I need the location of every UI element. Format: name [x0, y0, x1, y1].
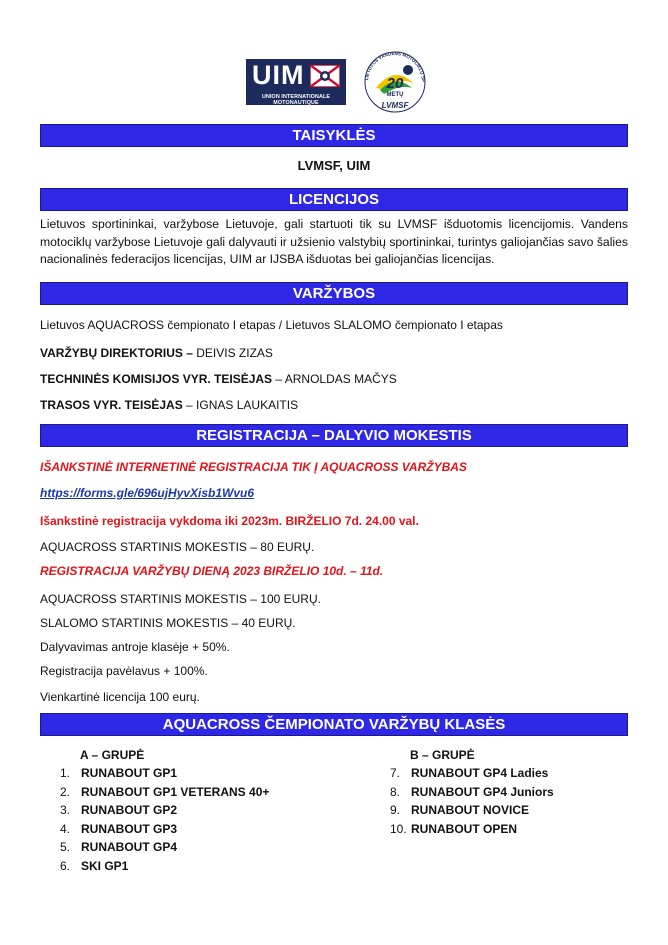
- uim-logo-text: UIM: [252, 60, 305, 90]
- second-class-fee: Dalyvavimas antroje klasėje + 50%.: [40, 640, 230, 654]
- svg-text:METŲ: METŲ: [386, 92, 404, 98]
- tech-judge-label: TECHNINĖS KOMISIJOS VYR. TEISĖJAS: [40, 372, 273, 386]
- rules-text: LVMSF, UIM: [297, 158, 371, 173]
- director-line: [40, 346, 628, 360]
- svg-text:LVMSF: LVMSF: [381, 101, 409, 110]
- list-item: 2. RUNABOUT GP1 VETERANS 40+: [60, 784, 270, 799]
- director-label: VARŽYBŲ DIREKTORIUS –: [40, 346, 193, 360]
- section-banner-classes: AQUACROSS ČEMPIONATO VARŽYBŲ KLASĖS: [40, 713, 628, 736]
- group-b-list: [390, 764, 554, 838]
- group-a-list: [60, 764, 269, 875]
- section-banner-competition: VARŽYBOS: [40, 282, 628, 305]
- late-registration-fee: Registracija pavėlavus + 100%.: [40, 664, 208, 678]
- list-item: 5. RUNABOUT GP4: [60, 840, 178, 854]
- list-item: 1. RUNABOUT GP1: [60, 766, 178, 780]
- list-item: 4. RUNABOUT GP3: [60, 821, 178, 836]
- svg-text:LIETUVOS VANDENS MOTOCIKLŲ SPO: LIETUVOS VANDENS MOTOCIKLŲ SP: [364, 50, 427, 83]
- online-registration-heading: IŠANKSTINĖ INTERNETINĖ REGISTRACIJA TIK Į AQUACROSS VARŽYBAS: [40, 460, 467, 474]
- uim-logo-subtitle: UNION INTERNATIONALE MOTONAUTIQUE: [261, 94, 331, 106]
- registration-link-row: [40, 486, 628, 500]
- list-item: 10. RUNABOUT OPEN: [390, 821, 518, 836]
- tech-judge-name: – ARNOLDAS MAČYS: [275, 372, 397, 386]
- logo-row: [0, 44, 668, 114]
- section-banner-registration: REGISTRACIJA – DALYVIO MOKESTIS: [40, 424, 628, 447]
- group-a-title: A – GRUPĖ: [80, 748, 145, 762]
- lvmsf-anniversary-logo: [356, 44, 434, 116]
- fee-online: AQUACROSS STARTINIS MOKESTIS – 80 EURŲ.: [40, 540, 315, 554]
- registration-form-link[interactable]: https://forms.gle/696ujHyvXisb1Wvu6: [40, 486, 255, 500]
- onsite-registration-heading: REGISTRACIJA VARŽYBŲ DIENĄ 2023 BIRŽELIO 10d. – 11d.: [40, 564, 384, 578]
- licence-paragraph: Lietuvos sportininkai, varžybose Lietuvoje, gali startuoti tik su LVMSF išduotomis licencijomis. Vandens motociklų varžybose Lietuvoje gali dalyvauti ir užsienio valstybių sportininkai, turintys galiojančias savo šalies nacionalinės federacijos licencijas, UIM ar IJSBA išduotas bei galiojančias licencijas.: [40, 217, 628, 266]
- list-item: 8. RUNABOUT GP4 Juniors: [390, 784, 554, 799]
- tech-judge-line: [40, 372, 628, 386]
- course-judge-line: [40, 398, 628, 412]
- event-title: Lietuvos AQUACROSS čempionato I etapas / Lietuvos SLALOMO čempionato I etapas: [40, 318, 503, 332]
- section-banner-rules: TAISYKLĖS: [40, 124, 628, 147]
- director-name: DEIVIS ZIZAS: [196, 346, 273, 360]
- uim-logo: [246, 59, 346, 105]
- course-judge-name: – IGNAS LAUKAITIS: [186, 398, 299, 412]
- list-item: 9. RUNABOUT NOVICE: [390, 803, 530, 817]
- group-b-title: B – GRUPĖ: [410, 748, 475, 762]
- section-banner-licences: LICENCIJOS: [40, 188, 628, 211]
- list-item: 7. RUNABOUT GP4 Ladies: [390, 766, 549, 780]
- course-judge-label: TRASOS VYR. TEISĖJAS: [40, 398, 183, 412]
- list-item: 3. RUNABOUT GP2: [60, 803, 178, 817]
- registration-deadline: Išankstinė registracija vykdoma iki 2023m. BIRŽELIO 7d. 24.00 val.: [40, 514, 419, 528]
- uim-flag-icon: [310, 65, 340, 87]
- fee-slalom: SLALOMO STARTINIS MOKESTIS – 40 EURŲ.: [40, 616, 296, 630]
- fee-aquacross: AQUACROSS STARTINIS MOKESTIS – 100 EURŲ.: [40, 592, 321, 606]
- list-item: 6. SKI GP1: [60, 858, 129, 873]
- svg-text:20: 20: [386, 75, 404, 92]
- one-time-licence-fee: Vienkartinė licencija 100 eurų.: [40, 690, 200, 704]
